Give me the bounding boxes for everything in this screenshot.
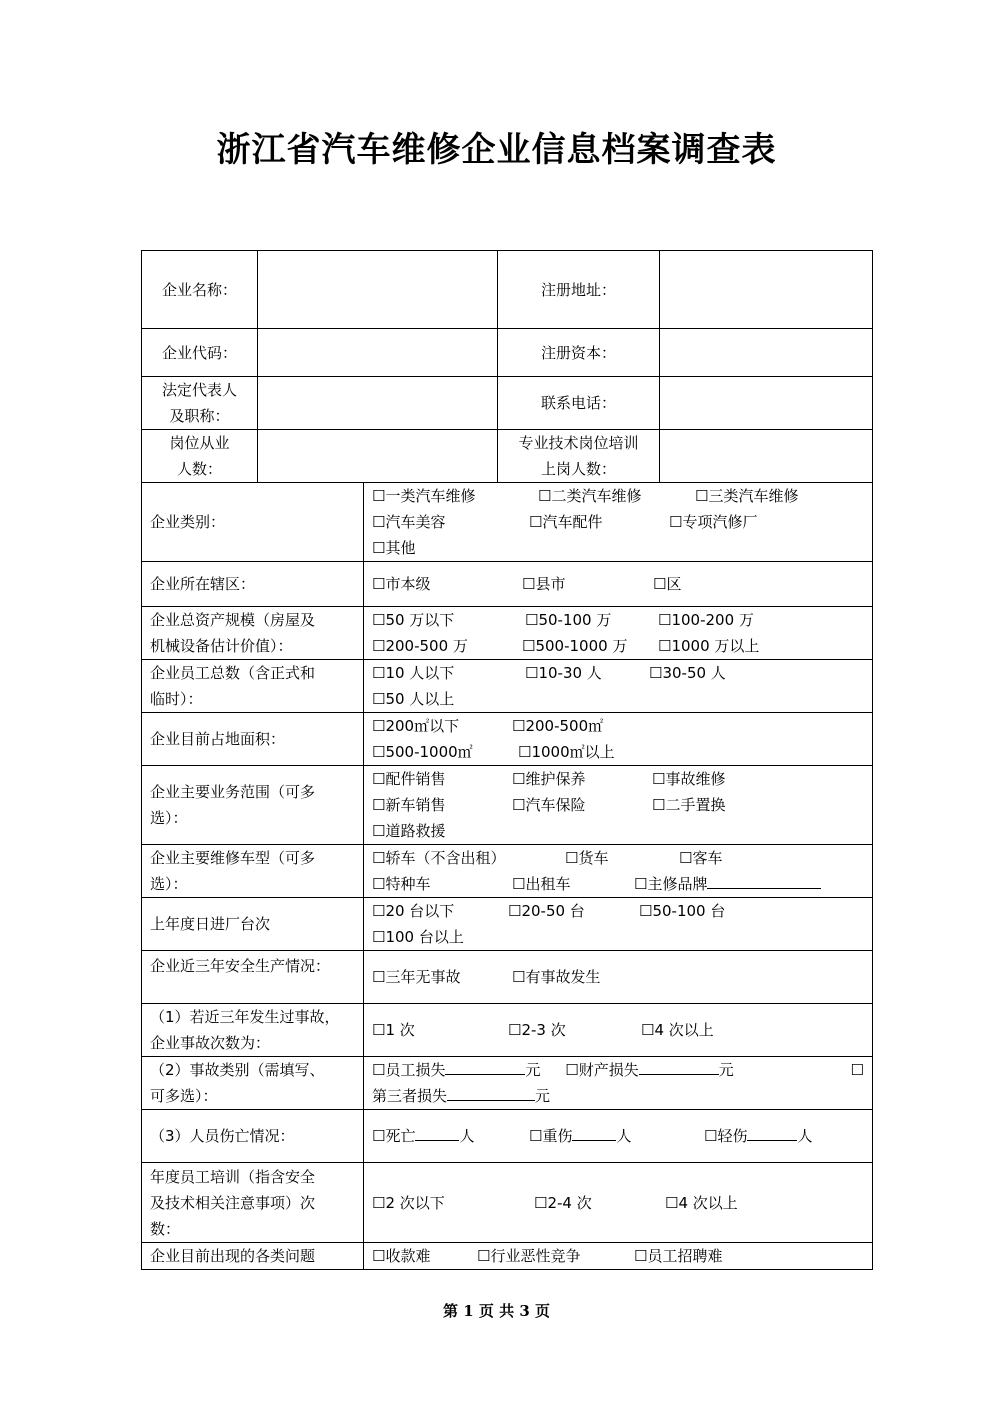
checkbox: ☐ bbox=[372, 822, 386, 840]
problems-option-competition[interactable]: ☐行业恶性竞争 bbox=[477, 1247, 581, 1265]
problems-label: 企业目前出现的各类问题 bbox=[142, 1243, 364, 1270]
checkbox: ☐ bbox=[649, 664, 663, 682]
checkbox: ☐ bbox=[508, 1021, 522, 1039]
tech-staff-field[interactable] bbox=[660, 430, 873, 483]
assets-options bbox=[364, 607, 873, 660]
business-option-parts[interactable]: ☐配件销售 bbox=[372, 770, 446, 788]
accident-type-option-third-party[interactable]: 第三者损失 元 bbox=[372, 1083, 550, 1109]
daily-option-1[interactable]: ☐20 台以下 bbox=[372, 902, 455, 920]
employees-option-4[interactable]: ☐50 人以上 bbox=[372, 690, 455, 708]
survey-form-table bbox=[141, 250, 873, 1270]
checkbox: ☐ bbox=[565, 1061, 579, 1079]
training-options bbox=[364, 1163, 873, 1243]
accident-type-option-staff[interactable]: ☐员工损失 元 bbox=[372, 1057, 540, 1083]
checkbox: ☐ bbox=[653, 575, 667, 593]
legal-rep-label: 法定代表人 及职称： bbox=[142, 377, 258, 430]
type-option-parts[interactable]: ☐汽车配件 bbox=[529, 513, 603, 531]
checkbox: ☐ bbox=[372, 1021, 386, 1039]
business-option-newcar[interactable]: ☐新车销售 bbox=[372, 796, 446, 814]
accident-type-options bbox=[364, 1057, 873, 1110]
employees-label: 企业员工总数（含正式和 临时）： bbox=[142, 660, 364, 713]
vehicles-option-brand[interactable]: ☐主修品牌 bbox=[634, 871, 821, 897]
business-option-insurance[interactable]: ☐汽车保险 bbox=[512, 796, 586, 814]
business-option-maintenance[interactable]: ☐维护保养 bbox=[512, 770, 586, 788]
casualties-option-minor[interactable]: ☐轻伤 人 bbox=[704, 1123, 812, 1149]
accident-count-option-1[interactable]: ☐1 次 bbox=[372, 1021, 415, 1039]
employees-option-1[interactable]: ☐10 人以下 bbox=[372, 664, 455, 682]
accident-type-option-property[interactable]: ☐财产损失 元 bbox=[565, 1057, 733, 1083]
staff-count-field[interactable] bbox=[258, 430, 498, 483]
checkbox: ☐ bbox=[372, 611, 386, 629]
casualties-option-death[interactable]: ☐死亡 人 bbox=[372, 1123, 529, 1149]
tech-staff-label: 专业技术岗位培训 上岗人数： bbox=[498, 430, 660, 483]
problems-options bbox=[364, 1243, 873, 1270]
death-blank[interactable] bbox=[415, 1124, 459, 1141]
legal-rep-field[interactable] bbox=[258, 377, 498, 430]
checkbox: ☐ bbox=[372, 637, 386, 655]
checkbox: ☐ bbox=[512, 968, 526, 986]
assets-option-1[interactable]: ☐50 万以下 bbox=[372, 611, 455, 629]
company-type-options bbox=[364, 483, 873, 562]
checkbox: ☐ bbox=[525, 664, 539, 682]
checkbox: ☐ bbox=[372, 513, 386, 531]
checkbox: ☐ bbox=[372, 875, 386, 893]
training-label: 年度员工培训（指含安全 及技术相关注意事项）次 数： bbox=[142, 1163, 364, 1243]
checkbox: ☐ bbox=[372, 575, 386, 593]
checkbox: ☐ bbox=[634, 1247, 648, 1265]
district-option-city[interactable]: ☐市本级 bbox=[372, 575, 431, 593]
district-options bbox=[364, 562, 873, 607]
vehicles-option-sedan[interactable]: ☐轿车（不含出租） bbox=[372, 849, 506, 867]
checkbox: ☐ bbox=[534, 1193, 548, 1212]
reg-address-label: 注册地址： bbox=[498, 251, 660, 329]
minor-injury-blank[interactable] bbox=[747, 1124, 797, 1141]
checkbox: ☐ bbox=[704, 1127, 718, 1145]
checkbox: ☐ bbox=[372, 1247, 386, 1265]
checkbox: ☐ bbox=[522, 637, 536, 655]
checkbox: ☐ bbox=[639, 902, 653, 920]
checkbox: ☐ bbox=[634, 875, 648, 893]
district-label: 企业所在辖区： bbox=[142, 562, 364, 607]
checkbox: ☐ bbox=[679, 849, 693, 867]
company-code-label: 企业代码： bbox=[142, 329, 258, 377]
page-title: 浙江省汽车维修企业信息档案调查表 bbox=[216, 130, 777, 170]
area-label: 企业目前占地面积： bbox=[142, 713, 364, 766]
checkbox: ☐ bbox=[372, 1193, 386, 1212]
area-options bbox=[364, 713, 873, 766]
vehicles-label: 企业主要维修车型（可多 选）： bbox=[142, 845, 364, 898]
employees-options bbox=[364, 660, 873, 713]
checkbox: ☐ bbox=[529, 1127, 543, 1145]
assets-label: 企业总资产规模（房屋及 机械设备估计价值）： bbox=[142, 607, 364, 660]
employees-option-2[interactable]: ☐10-30 人 bbox=[525, 664, 602, 682]
vehicles-options bbox=[364, 845, 873, 898]
company-code-field[interactable] bbox=[258, 329, 498, 377]
phone-field[interactable] bbox=[660, 377, 873, 430]
checkbox: ☐ bbox=[372, 770, 386, 788]
checkbox: ☐ bbox=[372, 968, 386, 986]
checkbox: ☐ bbox=[372, 796, 386, 814]
district-option-county[interactable]: ☐县市 bbox=[522, 575, 566, 593]
page-number: 第 1 页 共 3 页 bbox=[443, 1302, 550, 1320]
vehicles-option-special[interactable]: ☐特种车 bbox=[372, 875, 431, 893]
accident-count-options bbox=[364, 1004, 873, 1057]
safety-options bbox=[364, 951, 873, 1004]
third-party-loss-blank[interactable] bbox=[447, 1084, 535, 1101]
type-option-beauty[interactable]: ☐汽车美容 bbox=[372, 513, 446, 531]
assets-option-6[interactable]: ☐1000 万以上 bbox=[658, 637, 760, 655]
area-option-2[interactable]: ☐200-500㎡ bbox=[512, 717, 604, 735]
area-option-4[interactable]: ☐1000㎡以上 bbox=[518, 743, 615, 761]
phone-label: 联系电话： bbox=[498, 377, 660, 430]
checkbox: ☐ bbox=[669, 513, 683, 531]
company-name-label: 企业名称： bbox=[142, 251, 258, 329]
checkbox: ☐ bbox=[512, 796, 526, 814]
checkbox: ☐ bbox=[695, 487, 709, 505]
employees-option-3[interactable]: ☐30-50 人 bbox=[649, 664, 726, 682]
safety-option-accident[interactable]: ☐有事故发生 bbox=[512, 968, 601, 986]
accident-count-option-2[interactable]: ☐2-3 次 bbox=[508, 1021, 566, 1039]
casualties-label: （3）人员伤亡情况： bbox=[142, 1110, 364, 1163]
checkbox: ☐ bbox=[652, 796, 666, 814]
assets-option-2[interactable]: ☐50-100 万 bbox=[525, 611, 612, 629]
checkbox: ☐ bbox=[372, 717, 386, 735]
checkbox: ☐ bbox=[652, 770, 666, 788]
checkbox: ☐ bbox=[512, 875, 526, 893]
assets-option-3[interactable]: ☐100-200 万 bbox=[658, 611, 754, 629]
checkbox: ☐ bbox=[372, 902, 386, 920]
district-option-district[interactable]: ☐区 bbox=[653, 575, 682, 593]
business-label: 企业主要业务范围（可多 选）： bbox=[142, 766, 364, 845]
area-option-1[interactable]: ☐200㎡以下 bbox=[372, 717, 460, 735]
business-options bbox=[364, 766, 873, 845]
checkbox: ☐ bbox=[372, 928, 386, 946]
assets-option-4[interactable]: ☐200-500 万 bbox=[372, 637, 468, 655]
business-option-accident[interactable]: ☐事故维修 bbox=[652, 770, 726, 788]
reg-capital-field[interactable] bbox=[660, 329, 873, 377]
training-option-3[interactable]: ☐4 次以上 bbox=[665, 1193, 738, 1212]
business-option-used[interactable]: ☐二手置换 bbox=[652, 796, 726, 814]
checkbox: ☐ bbox=[641, 1021, 655, 1039]
checkbox: ☐ bbox=[522, 575, 536, 593]
casualties-options bbox=[364, 1110, 873, 1163]
vehicles-option-truck[interactable]: ☐货车 bbox=[565, 849, 609, 867]
daily-option-3[interactable]: ☐50-100 台 bbox=[639, 902, 726, 920]
property-loss-blank[interactable] bbox=[639, 1058, 719, 1075]
area-option-3[interactable]: ☐500-1000㎡ bbox=[372, 743, 473, 761]
assets-option-5[interactable]: ☐500-1000 万 bbox=[522, 637, 628, 655]
problems-option-payment[interactable]: ☐收款难 bbox=[372, 1247, 431, 1265]
checkbox: ☐ bbox=[372, 1127, 386, 1145]
checkbox: ☐ bbox=[565, 849, 579, 867]
type-option-other[interactable]: ☐其他 bbox=[372, 539, 416, 557]
checkbox: ☐ bbox=[372, 1061, 386, 1079]
company-type-label: 企业类别： bbox=[142, 483, 364, 562]
type-option-class3[interactable]: ☐三类汽车维修 bbox=[695, 487, 799, 505]
accident-count-label: （1）若近三年发生过事故， 企业事故次数为： bbox=[142, 1004, 364, 1057]
checkbox: ☐ bbox=[512, 717, 526, 735]
reg-capital-label: 注册资本： bbox=[498, 329, 660, 377]
accident-type-label: （2）事故类别（需填写、 可多选）： bbox=[142, 1057, 364, 1110]
problems-option-hiring[interactable]: ☐员工招聘难 bbox=[634, 1247, 723, 1265]
staff-loss-blank[interactable] bbox=[445, 1058, 525, 1075]
accident-count-option-3[interactable]: ☐4 次以上 bbox=[641, 1021, 714, 1039]
casualties-option-serious[interactable]: ☐重伤 人 bbox=[529, 1123, 704, 1149]
checkbox: ☐ bbox=[372, 690, 386, 708]
safety-option-none[interactable]: ☐三年无事故 bbox=[372, 968, 461, 986]
company-name-field[interactable] bbox=[258, 251, 498, 329]
daily-option-2[interactable]: ☐20-50 台 bbox=[508, 902, 585, 920]
checkbox: ☐ bbox=[372, 539, 386, 557]
serious-injury-blank[interactable] bbox=[572, 1124, 616, 1141]
checkbox: ☐ bbox=[665, 1193, 679, 1212]
checkbox: ☐ bbox=[518, 743, 532, 761]
checkbox: ☐ bbox=[658, 637, 672, 655]
checkbox: ☐ bbox=[372, 664, 386, 682]
checkbox: ☐ bbox=[477, 1247, 491, 1265]
staff-count-label: 岗位从业 人数： bbox=[142, 430, 258, 483]
checkbox[interactable]: ☐ bbox=[850, 1061, 864, 1079]
daily-label: 上年度日进厂台次 bbox=[142, 898, 364, 951]
checkbox: ☐ bbox=[512, 770, 526, 788]
vehicles-option-bus[interactable]: ☐客车 bbox=[679, 849, 723, 867]
checkbox: ☐ bbox=[525, 611, 539, 629]
type-option-special[interactable]: ☐专项汽修厂 bbox=[669, 513, 758, 531]
daily-options bbox=[364, 898, 873, 951]
checkbox: ☐ bbox=[658, 611, 672, 629]
checkbox: ☐ bbox=[372, 487, 386, 505]
type-option-class1[interactable]: ☐一类汽车维修 bbox=[372, 487, 476, 505]
reg-address-field[interactable] bbox=[660, 251, 873, 329]
checkbox: ☐ bbox=[529, 513, 543, 531]
safety-label: 企业近三年安全生产情况： bbox=[142, 951, 364, 1004]
vehicles-option-taxi[interactable]: ☐出租车 bbox=[512, 875, 571, 893]
business-option-rescue[interactable]: ☐道路救援 bbox=[372, 822, 446, 840]
checkbox: ☐ bbox=[372, 849, 386, 867]
training-option-1[interactable]: ☐2 次以下 bbox=[372, 1193, 445, 1212]
daily-option-4[interactable]: ☐100 台以上 bbox=[372, 928, 464, 946]
checkbox: ☐ bbox=[372, 743, 386, 761]
brand-blank[interactable] bbox=[707, 872, 821, 889]
type-option-class2[interactable]: ☐二类汽车维修 bbox=[538, 487, 642, 505]
training-option-2[interactable]: ☐2-4 次 bbox=[534, 1193, 592, 1212]
checkbox: ☐ bbox=[538, 487, 552, 505]
checkbox: ☐ bbox=[508, 902, 522, 920]
